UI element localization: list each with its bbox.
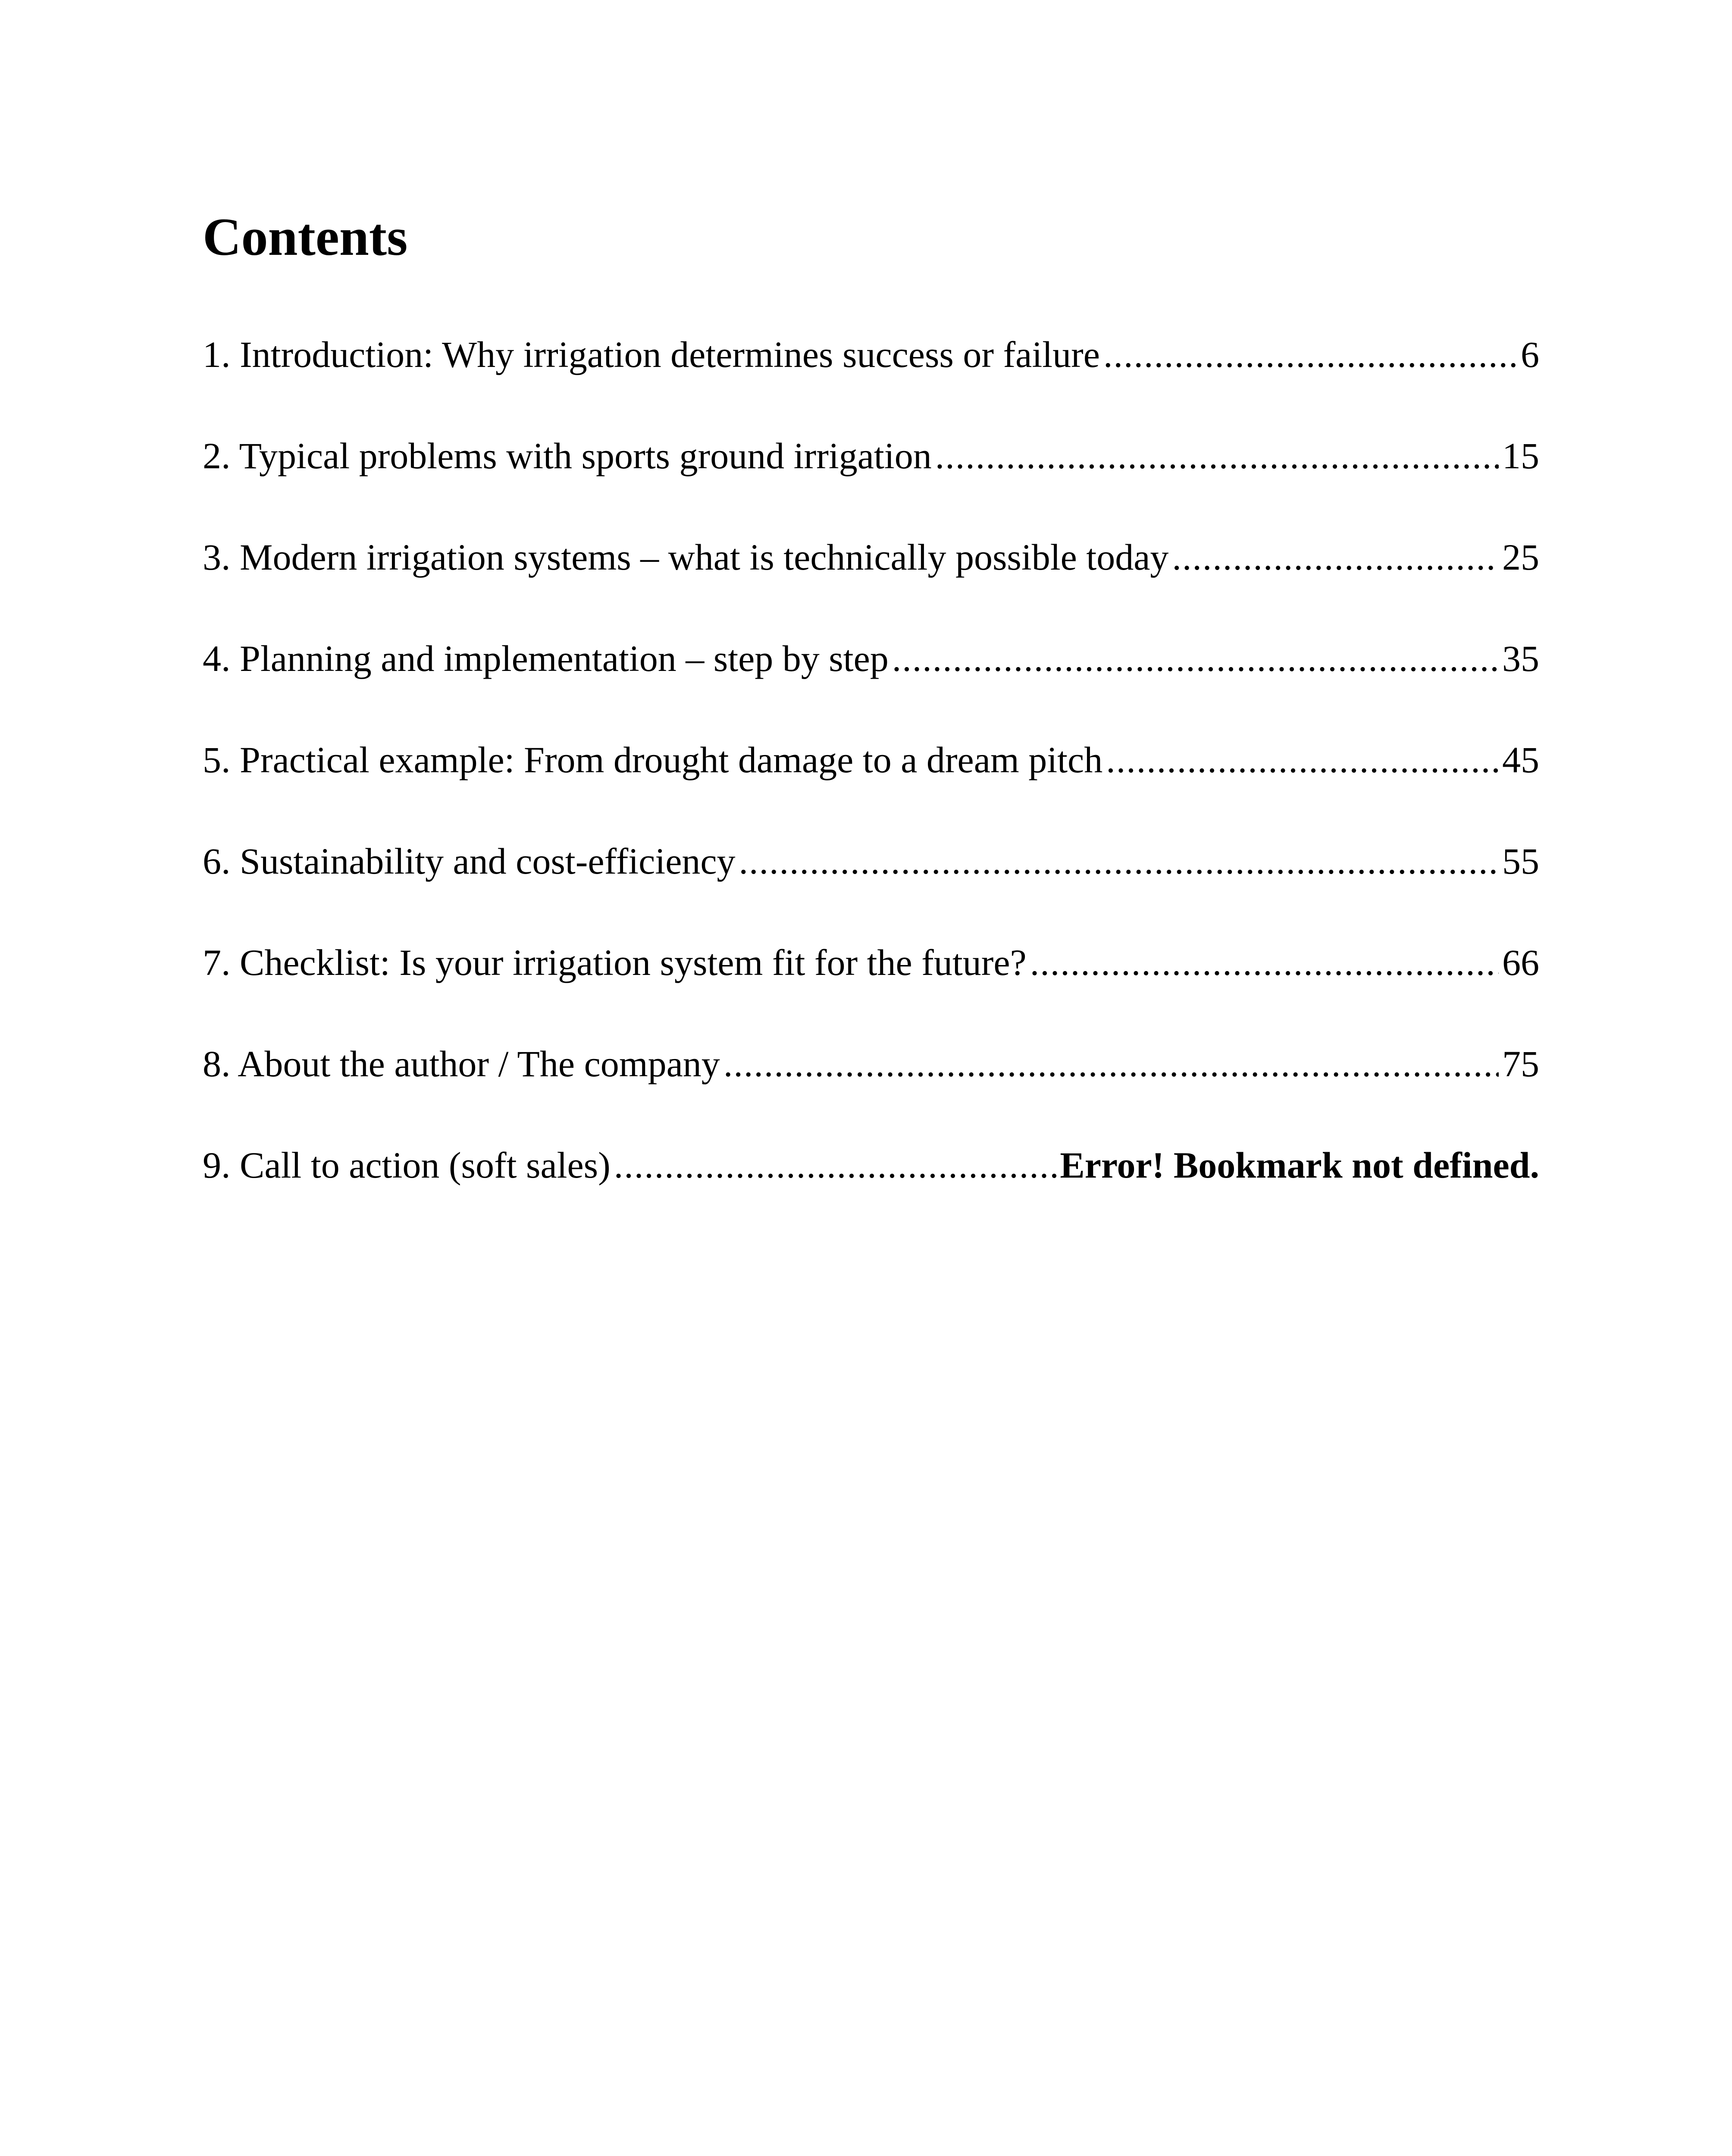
toc-dot-leader — [614, 1131, 1057, 1200]
toc-entry-page: 6 — [1521, 334, 1539, 375]
toc-dot-leader — [1172, 523, 1499, 592]
toc-entry[interactable] — [203, 523, 1539, 624]
toc-entry[interactable] — [203, 1131, 1539, 1232]
toc-entry-title: 2. Typical problems with sports ground irrigation — [203, 435, 932, 476]
toc-entry[interactable] — [203, 320, 1539, 421]
toc-dot-leader — [1106, 725, 1499, 794]
toc-entry-title: 3. Modern irrigation systems – what is technically possible today — [203, 536, 1169, 578]
toc-dot-leader — [739, 827, 1499, 896]
toc-entry-title: 6. Sustainability and cost-efficiency — [203, 840, 736, 882]
toc-dot-leader — [892, 624, 1499, 693]
toc-entry[interactable] — [203, 421, 1539, 523]
toc-entry[interactable] — [203, 1029, 1539, 1131]
toc-entry[interactable] — [203, 725, 1539, 827]
contents-heading: Contents — [203, 207, 408, 266]
toc-entry-page: 66 — [1502, 942, 1539, 983]
toc-dot-leader — [1103, 320, 1517, 389]
toc-entry[interactable] — [203, 624, 1539, 725]
toc-entry-page: 75 — [1502, 1043, 1539, 1084]
toc-dot-leader — [935, 421, 1499, 490]
toc-entry-title: 8. About the author / The company — [203, 1043, 720, 1084]
toc-entry-title: 5. Practical example: From drought damage to a dream pitch — [203, 739, 1103, 780]
table-of-contents — [203, 320, 1539, 1232]
toc-entry-page: 45 — [1502, 739, 1539, 780]
toc-entry-page: 35 — [1502, 638, 1539, 679]
toc-entry-title: 1. Introduction: Why irrigation determines success or failure — [203, 334, 1100, 375]
toc-entry[interactable] — [203, 928, 1539, 1029]
toc-entry-page: 15 — [1502, 435, 1539, 476]
toc-dot-leader — [1030, 928, 1499, 997]
toc-entry-page: 55 — [1502, 840, 1539, 882]
toc-dot-leader — [723, 1029, 1499, 1098]
toc-entry-title: 4. Planning and implementation – step by step — [203, 638, 889, 679]
toc-entry-title: 9. Call to action (soft sales) — [203, 1144, 611, 1186]
toc-entry[interactable] — [203, 827, 1539, 928]
toc-entry-page: 25 — [1502, 536, 1539, 578]
toc-entry-title: 7. Checklist: Is your irrigation system fit for the future? — [203, 942, 1027, 983]
toc-entry-error-text: Error! Bookmark not defined. — [1060, 1144, 1539, 1186]
